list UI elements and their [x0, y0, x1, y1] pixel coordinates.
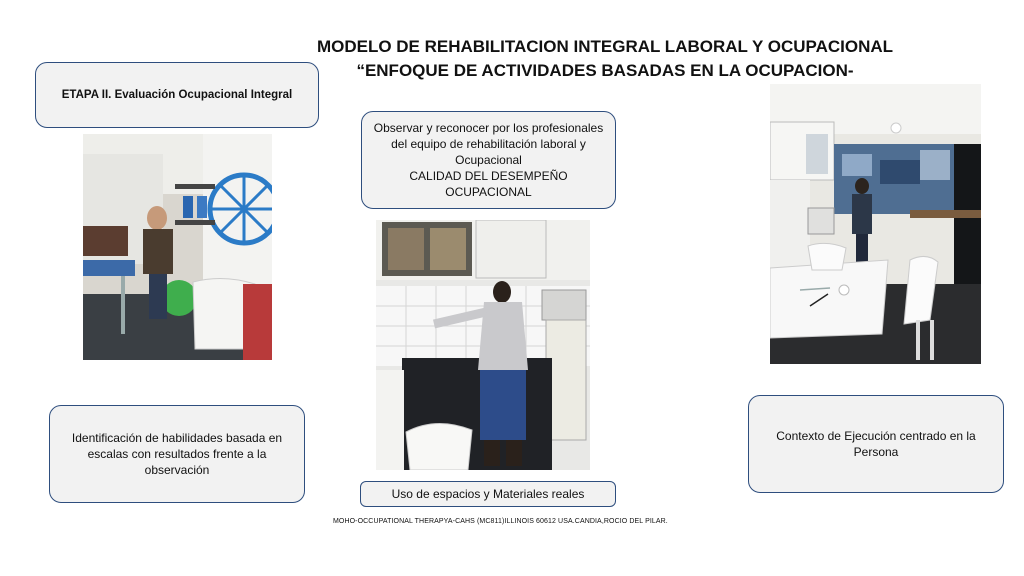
kitchen-photo [376, 220, 590, 470]
contexto-box [748, 395, 1004, 493]
slide-title-line1: MODELO DE REHABILITACION INTEGRAL LABORAL Y OCUPACIONAL [316, 37, 894, 56]
observar-line3: Ocupacional [455, 153, 522, 167]
identificacion-line3: observación [144, 463, 210, 477]
observar-line1: Observar y reconocer por los profesionales [373, 121, 604, 135]
observar-box [361, 111, 616, 209]
footer-credit: MOHO-OCCUPATIONAL THERAPYA-CAHS (MC811)ILLINOIS 60612 USA.CANDIA,ROCIO DEL PILAR. [333, 518, 668, 525]
contexto-line1: Contexto de Ejecución centrado en la [776, 429, 976, 443]
identificacion-line1: Identificación de habilidades basada en [71, 431, 283, 445]
etapa-label: ETAPA II. Evaluación Ocupacional Integral [61, 89, 293, 101]
office-context-photo [770, 84, 981, 364]
identificacion-line2: escalas con resultados frente a la [87, 447, 267, 461]
observar-line4: CALIDAD DEL DESEMPEÑO OCUPACIONAL [409, 169, 568, 199]
observar-line2: del equipo de rehabilitación laboral y [391, 137, 586, 151]
etapa-box [35, 62, 319, 128]
identificacion-box [49, 405, 305, 503]
evaluation-room-photo [83, 134, 272, 360]
uso-box [360, 481, 616, 507]
contexto-line2: Persona [853, 445, 899, 459]
slide-title-line2: “ENFOQUE DE ACTIVIDADES BASADAS EN LA OCUPACION- [356, 61, 854, 80]
uso-label: Uso de espacios y Materiales reales [391, 487, 585, 501]
